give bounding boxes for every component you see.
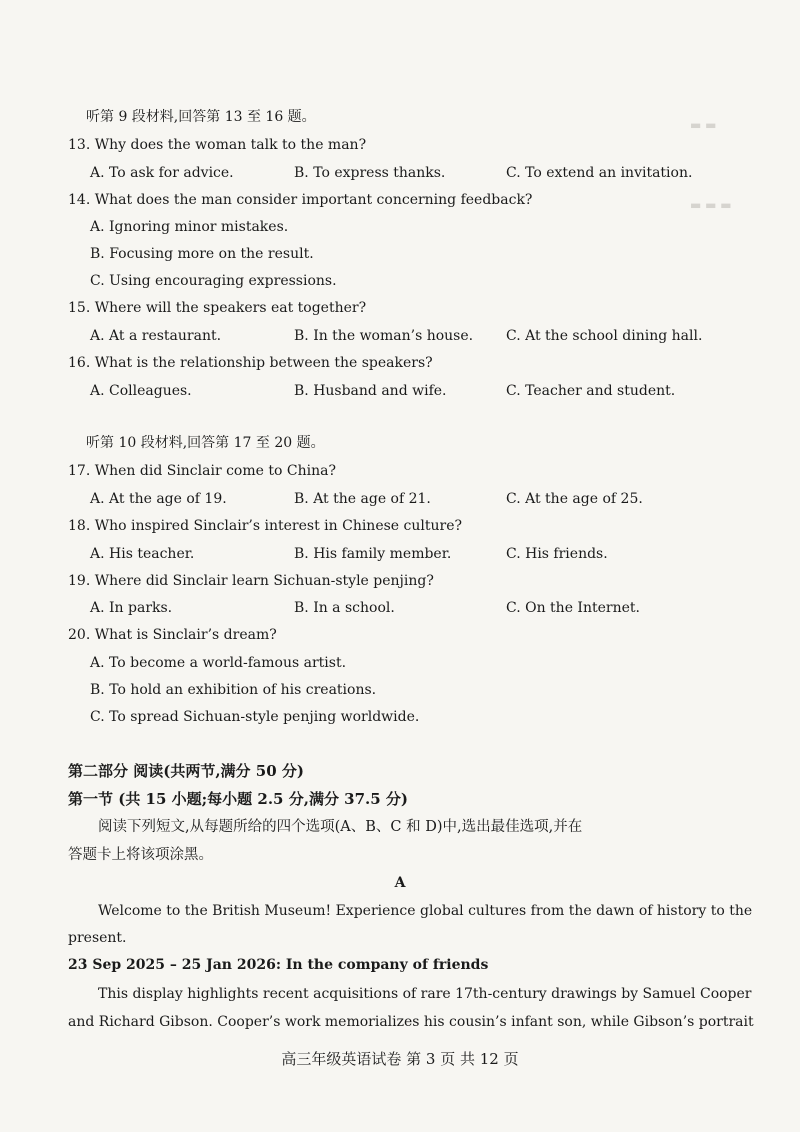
section-9-heading: 听第 9 段材料,回答第 13 至 16 题。 <box>86 109 316 125</box>
question-14-option-b: B. Focusing more on the result. <box>90 246 314 262</box>
question-19-option-a: A. In parks. <box>90 600 173 616</box>
question-14-option-c: C. Using encouraging expressions. <box>90 273 337 289</box>
question-17-option-b: B. At the age of 21. <box>294 491 431 507</box>
question-16-option-a: A. Colleagues. <box>90 383 192 399</box>
instruction-line-1: 阅读下列短文,从每题所给的四个选项(A、B、C 和 D)中,选出最佳选项,并在 <box>98 819 583 835</box>
question-18-option-b: B. His family member. <box>294 546 452 562</box>
question-14-option-a: A. Ignoring minor mistakes. <box>90 219 289 235</box>
question-13-option-a: A. To ask for advice. <box>90 165 234 181</box>
question-14-stem: 14. What does the man consider important concerning feedback? <box>68 192 533 208</box>
question-15-option-c: C. At the school dining hall. <box>506 328 703 344</box>
passage-body-line-2: and Richard Gibson. Cooper’s work memorializes his cousin’s infant son, while Gibson’s portrait <box>68 1014 754 1030</box>
passage-intro-line-2: present. <box>68 930 127 946</box>
question-19-option-b: B. In a school. <box>294 600 395 616</box>
question-13-option-b: B. To express thanks. <box>294 165 446 181</box>
page-footer: 高三年级英语试卷 第 3 页 共 12 页 <box>281 1050 519 1068</box>
question-19-option-c: C. On the Internet. <box>506 600 640 616</box>
question-16-stem: 16. What is the relationship between the speakers? <box>68 355 433 371</box>
exhibit-title: 23 Sep 2025 – 25 Jan 2026: In the company of friends <box>68 957 489 973</box>
question-20-option-a: A. To become a world-famous artist. <box>90 655 347 671</box>
question-19-stem: 19. Where did Sinclair learn Sichuan-style penjing? <box>68 573 434 589</box>
question-16-option-c: C. Teacher and student. <box>506 383 676 399</box>
question-13-stem: 13. Why does the woman talk to the man? <box>68 137 367 153</box>
passage-label: A <box>394 875 406 891</box>
question-17-option-a: A. At the age of 19. <box>90 491 227 507</box>
question-20-option-c: C. To spread Sichuan-style penjing worldwide. <box>90 709 420 725</box>
question-17-stem: 17. When did Sinclair come to China? <box>68 463 336 479</box>
question-15-option-a: A. At a restaurant. <box>90 328 222 344</box>
bleed-through-marks: ▬ ▬ <box>690 118 717 132</box>
question-20-stem: 20. What is Sinclair’s dream? <box>68 627 277 643</box>
question-17-option-c: C. At the age of 25. <box>506 491 643 507</box>
section-one-title: 第一节 (共 15 小题;每小题 2.5 分,满分 37.5 分) <box>68 790 409 808</box>
passage-body-line-1: This display highlights recent acquisitions of rare 17th-century drawings by Samuel Cooper <box>98 986 752 1002</box>
question-18-option-c: C. His friends. <box>506 546 608 562</box>
part-two-title: 第二部分 阅读(共两节,满分 50 分) <box>68 762 304 780</box>
question-15-stem: 15. Where will the speakers eat together? <box>68 300 367 316</box>
question-20-option-b: B. To hold an exhibition of his creations. <box>90 682 377 698</box>
question-16-option-b: B. Husband and wife. <box>294 383 447 399</box>
question-15-option-b: B. In the woman’s house. <box>294 328 474 344</box>
instruction-line-2: 答题卡上将该项涂黑。 <box>68 847 213 863</box>
bleed-through-marks: ▬ ▬ ▬ <box>690 198 732 212</box>
question-18-stem: 18. Who inspired Sinclair’s interest in Chinese culture? <box>68 518 462 534</box>
section-10-heading: 听第 10 段材料,回答第 17 至 20 题。 <box>86 435 325 451</box>
passage-intro-line-1: Welcome to the British Museum! Experience global cultures from the dawn of history to the <box>98 903 753 919</box>
question-13-option-c: C. To extend an invitation. <box>506 165 693 181</box>
question-18-option-a: A. His teacher. <box>90 546 195 562</box>
